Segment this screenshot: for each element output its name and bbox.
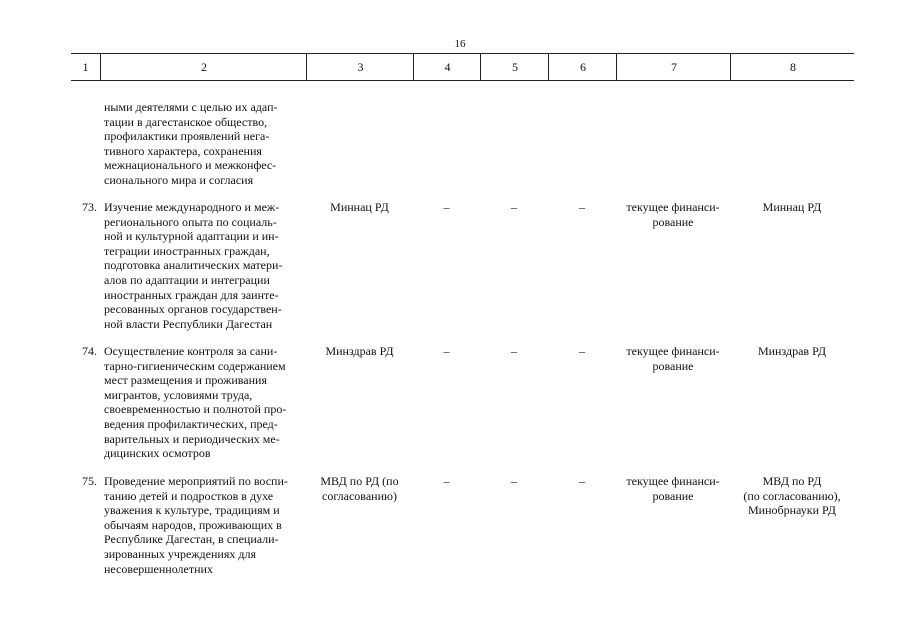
text-line: (по согласованию), <box>743 488 841 503</box>
text-line: тарно-гигиеническим содержанием <box>104 358 286 373</box>
header-col-8: 8 <box>730 54 855 80</box>
row-funding <box>616 200 730 229</box>
header-col-1: 1 <box>82 60 89 74</box>
text-line: ной и культурной адаптации и ин- <box>104 229 279 244</box>
text-line: согласованию) <box>322 488 397 503</box>
row-col-5: – <box>511 344 517 358</box>
text-line: зированных учреждениях для <box>104 546 256 561</box>
text-line: Миннац РД <box>330 200 389 214</box>
header-col-4: 4 <box>413 54 481 80</box>
text-line: сионального мира и согласия <box>104 172 254 187</box>
text-line: дицинских осмотров <box>104 446 211 461</box>
text-line: иностранных граждан для заинте- <box>104 287 279 302</box>
row-col-5: – <box>511 200 517 214</box>
row-responsible <box>730 200 854 215</box>
row-col-4: – <box>443 200 450 214</box>
row-description <box>104 474 304 576</box>
text-line: уважения к культуре, традициям и <box>104 503 280 518</box>
text-line: теграции иностранных граждан, <box>104 243 270 258</box>
text-line: Минздрав РД <box>757 344 827 358</box>
text-line: ведения профилактических, пред- <box>104 416 278 431</box>
row-col-4: – <box>443 474 450 488</box>
text-line: Республике Дагестан, в специали- <box>104 532 279 547</box>
row-number: 73. <box>82 200 97 214</box>
row-number: 74. <box>82 344 97 358</box>
row-number: 75. <box>82 474 97 488</box>
text-line: Миннац РД <box>762 200 822 214</box>
page-number: 16 <box>454 38 466 50</box>
text-line: МВД по РД <box>762 474 822 488</box>
text-line: ресованных органов государствен- <box>104 302 282 317</box>
text-line: своевременностью и полнотой про- <box>104 402 287 417</box>
header-col-5: 5 <box>480 54 549 80</box>
text-line: Проведение мероприятий по воспи- <box>104 474 288 488</box>
row-col-6: – <box>579 344 585 358</box>
text-line: алов по адаптации и интеграции <box>104 272 270 287</box>
text-line: профилактики проявлений нега- <box>104 129 270 144</box>
row-responsible <box>730 474 854 518</box>
text-line: варительных и периодических ме- <box>104 431 280 446</box>
text-line: мигрантов, условиями труда, <box>104 387 253 402</box>
text-line: тации в дагестанское общество, <box>104 114 268 129</box>
text-line: тивного характера, сохранения <box>104 143 262 158</box>
text-line: Минобрнауки РД <box>748 503 836 518</box>
text-line: подготовка аналитических матери- <box>104 258 283 273</box>
text-line: Осуществление контроля за сани- <box>104 344 278 358</box>
row-executor <box>306 344 413 359</box>
text-line: ными деятелями с целью их адап- <box>104 100 278 114</box>
table-header-row <box>71 53 854 81</box>
header-col-2: 2 <box>100 54 307 80</box>
header-col-6: 6 <box>548 54 617 80</box>
row-executor <box>306 200 413 215</box>
row-funding <box>616 474 730 503</box>
row-responsible <box>730 344 854 359</box>
row-col-5: – <box>511 474 517 488</box>
row-description <box>104 344 304 461</box>
row-col-6: – <box>579 200 585 214</box>
text-line: межнационального и межконфес- <box>104 158 277 173</box>
continuation-description <box>104 100 304 188</box>
row-col-6: – <box>579 474 585 488</box>
row-col-4: – <box>443 344 450 358</box>
text-line: рование <box>652 214 694 229</box>
text-line: рование <box>652 488 694 503</box>
text-line: текущее финанси- <box>626 200 720 214</box>
text-line: текущее финанси- <box>626 474 720 488</box>
row-executor <box>306 474 413 503</box>
text-line: танию детей и подростков в духе <box>104 488 274 503</box>
text-line: обычаям народов, проживающих в <box>104 517 282 532</box>
text-line: ной власти Республики Дагестан <box>104 316 273 331</box>
header-col-7: 7 <box>616 54 731 80</box>
text-line: Изучение международного и меж- <box>104 200 280 214</box>
text-line: мест размещения и проживания <box>104 373 267 388</box>
row-funding <box>616 344 730 373</box>
text-line: МВД по РД (по <box>320 474 399 488</box>
header-col-3: 3 <box>306 54 414 80</box>
row-description <box>104 200 304 331</box>
text-line: Минздрав РД <box>325 344 394 358</box>
text-line: рование <box>652 358 694 373</box>
text-line: регионального опыта по социаль- <box>104 214 277 229</box>
text-line: текущее финанси- <box>626 344 720 358</box>
text-line: несовершеннолетних <box>104 561 213 576</box>
